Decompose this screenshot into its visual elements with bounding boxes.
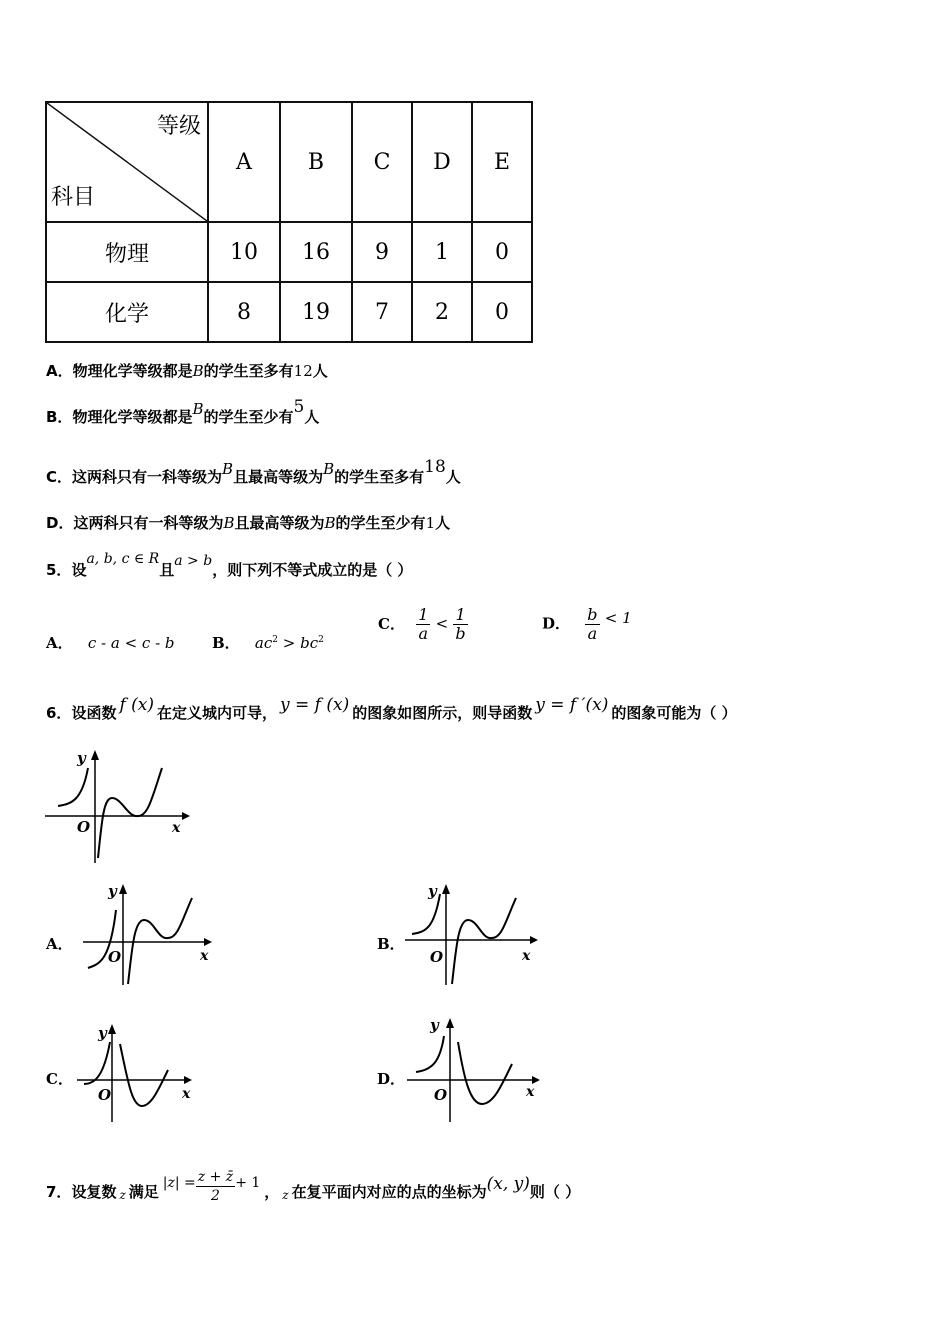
value-cell: 19: [280, 282, 352, 342]
y-label: y: [77, 749, 86, 767]
option-c-graph[interactable]: [72, 1022, 202, 1127]
option-label: C．: [378, 614, 405, 633]
frac-den: a: [587, 624, 598, 643]
x-arrow-icon: [532, 1076, 540, 1084]
question-text: 且: [159, 561, 175, 579]
option-text: 的学生至少有: [335, 514, 426, 532]
x-arrow-icon: [182, 812, 190, 820]
value-cell: 16: [280, 222, 352, 282]
value-cell: 0: [472, 282, 532, 342]
question-text: 的图象如图所示，则导函数: [352, 704, 533, 722]
frac-num: z + z̄: [197, 1169, 234, 1185]
option-text: 的学生至少有: [203, 408, 294, 426]
option-text: 这两科只有一科等级为: [73, 514, 224, 532]
q4-option-d[interactable]: [46, 512, 450, 533]
math-expr: (x, y): [486, 1174, 530, 1194]
x-label: x: [522, 948, 531, 964]
function-graph: [40, 748, 190, 868]
frac-num: b: [587, 605, 598, 624]
question-text: 设复数: [71, 1183, 117, 1201]
question-text: 满足: [128, 1183, 159, 1201]
curve-left: [58, 768, 88, 806]
q4-option-c[interactable]: [46, 457, 461, 487]
option-text: 人: [304, 408, 320, 426]
option-d-graph[interactable]: [402, 1012, 547, 1127]
x-arrow-icon: [204, 938, 212, 946]
grade-table: [45, 101, 533, 343]
frac-den: 2: [211, 1188, 220, 1204]
option-text: 这两科只有一科等级为: [72, 468, 223, 486]
question-text: 设: [71, 561, 87, 579]
origin-label: O: [430, 948, 444, 966]
frac-den: a: [418, 624, 429, 643]
q4-option-b[interactable]: [46, 397, 320, 427]
y-arrow-icon: [119, 884, 127, 894]
origin-label: O: [77, 818, 91, 836]
y-arrow-icon: [442, 884, 450, 894]
y-arrow-icon: [446, 1018, 454, 1028]
x-label: x: [172, 820, 181, 836]
q6-stem: [46, 695, 737, 723]
option-label: A．: [46, 362, 73, 380]
math-expr: ac: [254, 634, 273, 652]
q6-option-d-label[interactable]: D．: [377, 1070, 406, 1088]
option-text: 物理化学等级都是: [72, 362, 193, 380]
math-var: B: [192, 362, 204, 380]
y-label: y: [108, 882, 117, 900]
question-text: 的图象可能为（ ）: [611, 704, 737, 722]
option-text: 人: [445, 468, 461, 486]
option-label: C．: [46, 468, 73, 486]
x-arrow-icon: [530, 936, 538, 944]
math-number: 18: [424, 457, 446, 477]
option-text: 且最高等级为: [233, 468, 324, 486]
math-var: z: [119, 1188, 126, 1202]
fraction: [196, 1168, 235, 1205]
origin-label: O: [108, 948, 122, 966]
question-number: 5．: [46, 561, 72, 579]
math-sup: 2: [318, 635, 324, 645]
option-text: 的学生至多有: [334, 468, 425, 486]
subject-cell: 物理: [46, 222, 208, 282]
math-expr: c - a < c - b: [87, 634, 175, 652]
math-var: z: [282, 1188, 289, 1202]
q6-option-a-label[interactable]: A．: [46, 935, 73, 953]
value-cell: 8: [208, 282, 280, 342]
math-op: <: [435, 614, 449, 633]
table-header-row: [46, 102, 532, 222]
math-expr: y = f (x): [280, 695, 350, 715]
x-arrow-icon: [184, 1076, 192, 1084]
q5-stem: [46, 551, 413, 580]
grade-header: D: [412, 102, 472, 222]
math-expr: |z| =: [162, 1175, 196, 1191]
value-cell: 9: [352, 222, 412, 282]
math-expr: + 1: [235, 1175, 261, 1191]
frac-num: 1: [453, 606, 467, 625]
math-op: < 1: [604, 608, 632, 627]
q6-option-c-label[interactable]: C．: [46, 1070, 73, 1088]
math-number: 5: [293, 397, 305, 417]
option-text: 且最高等级为: [234, 514, 325, 532]
frac-num: 1: [418, 605, 429, 624]
question-text: 在定义城内可导，: [157, 704, 278, 722]
math-expr: y = f ′(x): [535, 695, 609, 715]
math-var: B: [192, 400, 204, 418]
subject-cell: 化学: [46, 282, 208, 342]
corner-label-grade: 等级: [156, 114, 201, 139]
frac-den: b: [455, 624, 466, 643]
question-text: 则（ ）: [529, 1183, 581, 1201]
value-cell: 0: [472, 222, 532, 282]
grade-header: B: [280, 102, 352, 222]
table-row: [46, 222, 532, 282]
option-label: A．: [46, 634, 73, 652]
value-cell: 10: [208, 222, 280, 282]
origin-label: O: [434, 1086, 448, 1104]
option-label: B．: [46, 408, 73, 426]
curve-right: [98, 768, 162, 858]
grade-header: C: [352, 102, 412, 222]
option-label: D．: [542, 614, 571, 633]
option-label: D．: [46, 514, 74, 532]
question-text: 在复平面内对应的点的坐标为: [291, 1183, 487, 1201]
math-number: 1: [425, 514, 436, 532]
q7-stem: [46, 1168, 580, 1205]
question-number: 7．: [46, 1183, 72, 1201]
math-expr: a > b: [174, 553, 213, 569]
question-number: 6．: [46, 704, 72, 722]
y-label: y: [98, 1024, 107, 1042]
x-label: x: [200, 948, 209, 964]
x-label: x: [526, 1084, 535, 1100]
table-row: [46, 282, 532, 342]
math-number: 12: [293, 362, 313, 380]
math-sup: 2: [272, 635, 278, 645]
math-var: B: [223, 514, 235, 532]
fraction: [453, 606, 467, 643]
question-text: ，则下列不等式成立的是（ ）: [212, 561, 413, 579]
question-text: ，: [264, 1183, 280, 1201]
math-var: B: [222, 460, 234, 478]
corner-label-subject: 科目: [51, 185, 96, 210]
q4-option-a[interactable]: [46, 360, 328, 381]
value-cell: 7: [352, 282, 412, 342]
q6-option-b-label[interactable]: B．: [377, 935, 405, 953]
option-text: 人: [312, 362, 328, 380]
math-expr: a, b, c ∈ R: [86, 551, 160, 567]
math-expr: > bc: [278, 634, 319, 652]
y-arrow-icon: [108, 1024, 116, 1034]
option-a-graph[interactable]: [78, 880, 218, 990]
math-var: B: [323, 460, 335, 478]
option-label: B．: [212, 634, 240, 652]
value-cell: 2: [412, 282, 472, 342]
grade-header: E: [472, 102, 532, 222]
origin-label: O: [98, 1086, 112, 1104]
option-b-graph[interactable]: [400, 880, 545, 990]
q5-option-c[interactable]: [378, 606, 468, 643]
fraction: [416, 606, 430, 643]
y-label: y: [428, 882, 437, 900]
fraction: [585, 606, 599, 643]
question-text: 设函数: [71, 704, 117, 722]
y-arrow-icon: [91, 750, 99, 760]
q5-option-b[interactable]: [212, 632, 324, 653]
option-text: 物理化学等级都是: [72, 408, 193, 426]
option-text: 的学生至多有: [203, 362, 294, 380]
q5-option-d[interactable]: [542, 606, 632, 643]
x-label: x: [182, 1086, 191, 1102]
table-corner-cell: [46, 102, 208, 222]
math-expr: f (x): [119, 695, 155, 715]
value-cell: 1: [412, 222, 472, 282]
grade-header: A: [208, 102, 280, 222]
y-label: y: [430, 1016, 439, 1034]
option-text: 人: [435, 514, 451, 532]
math-var: B: [324, 514, 336, 532]
q5-option-a[interactable]: [46, 632, 175, 653]
